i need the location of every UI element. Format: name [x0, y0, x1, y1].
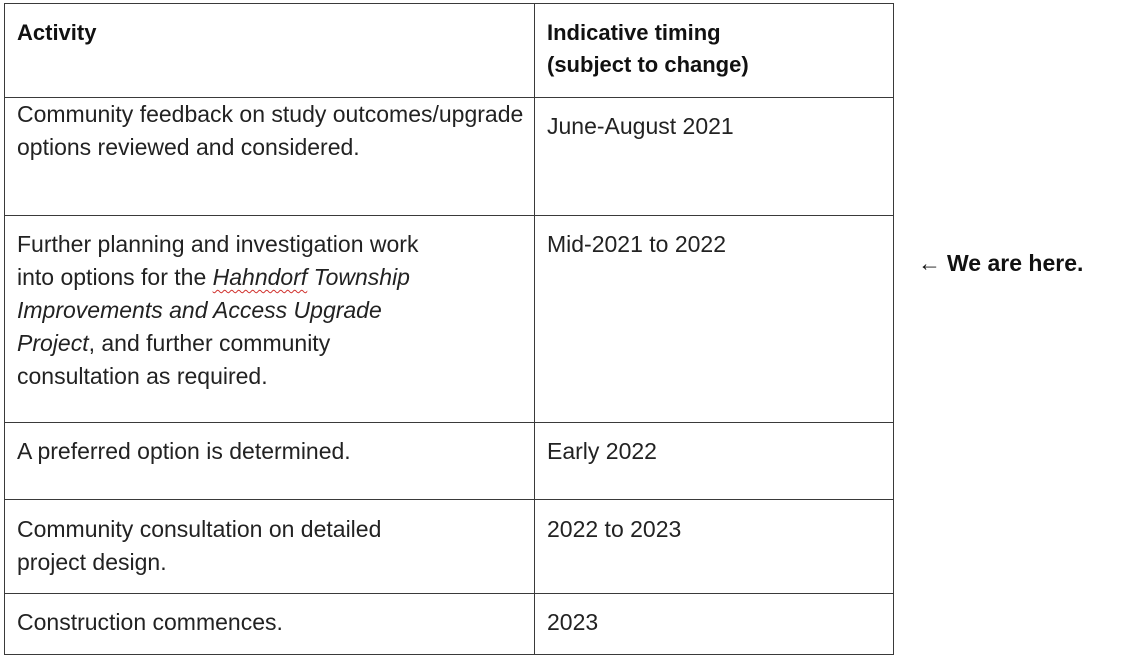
table-row: [5, 594, 894, 655]
timing-cell: 2023: [535, 594, 894, 655]
timing-header: [535, 4, 894, 98]
timing-cell: 2022 to 2023: [535, 500, 894, 594]
project-name: Township Improvements and Access Upgrade Project: [17, 264, 410, 356]
activity-cell: A preferred option is determined.: [5, 423, 535, 500]
activity-text: Further planning and investigation work into options for the: [17, 231, 419, 290]
activity-cell: Community consultation on detailed project design.: [5, 500, 535, 594]
timing-header-line2: (subject to change): [547, 52, 749, 77]
timeline-table: [4, 3, 894, 655]
current-stage-marker: [918, 247, 1083, 280]
timing-header-line1: Indicative timing: [547, 20, 721, 45]
table-header-row: [5, 4, 894, 98]
activity-cell: Construction commences.: [5, 594, 535, 655]
table-row: [5, 98, 894, 216]
timing-cell: Early 2022: [535, 423, 894, 500]
current-stage-label: We are here.: [947, 250, 1084, 276]
activity-header: Activity: [5, 4, 535, 98]
activity-cell: Community feedback on study outcomes/upgrade options reviewed and considered.: [5, 98, 535, 216]
table-row: [5, 423, 894, 500]
table-row: [5, 216, 894, 423]
project-name-town: Hahndorf: [212, 264, 308, 290]
activity-cell: [5, 216, 535, 423]
activity-text-end: , and further community consultation as required.: [17, 330, 331, 389]
table-row: [5, 500, 894, 594]
left-arrow-icon: ←: [918, 250, 941, 276]
timing-cell: June-August 2021: [535, 98, 894, 216]
timing-cell: Mid-2021 to 2022: [535, 216, 894, 423]
